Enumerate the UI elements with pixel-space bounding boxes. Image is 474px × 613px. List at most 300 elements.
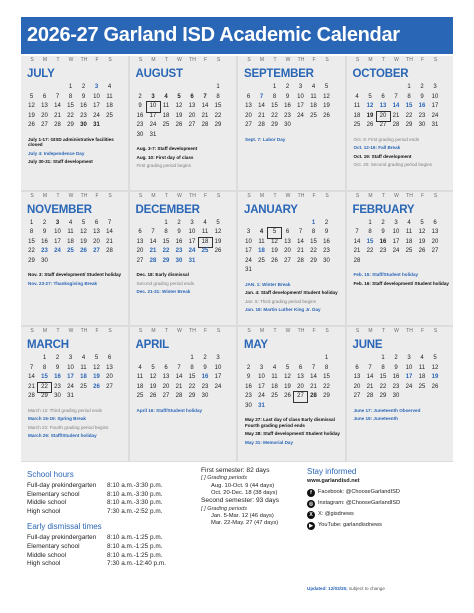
weekday-label: F xyxy=(203,57,208,63)
calendar-day: 4 xyxy=(68,219,73,226)
calendar-day: 20 xyxy=(41,112,48,119)
calendar-day: 3 xyxy=(407,355,411,361)
calendar-day: 27 xyxy=(431,248,439,254)
weekday-label: M xyxy=(151,57,156,63)
info-footer xyxy=(21,467,453,600)
weekday-label: TH xyxy=(189,192,196,199)
month-days xyxy=(347,83,454,131)
first-grading-label: Grading periods xyxy=(207,475,248,482)
calendar-day: 25 xyxy=(405,248,413,254)
calendar-day: 27 xyxy=(294,392,307,402)
calendar-day: 11 xyxy=(80,364,87,371)
month-october xyxy=(347,56,454,190)
calendar-day: 8 xyxy=(272,93,277,100)
school-hours-row xyxy=(27,482,207,491)
calendar-day: 20 xyxy=(188,112,196,119)
calendar-day: 3 xyxy=(151,93,155,100)
month-july xyxy=(21,56,128,190)
calendar-day: 7 xyxy=(107,219,112,226)
calendar-day: 6 xyxy=(355,364,359,371)
calendar-day: 12 xyxy=(366,103,374,109)
calendar-day: 25 xyxy=(310,112,317,119)
weekday-label: M xyxy=(259,57,265,63)
updated-note: Updated: 12/03/25; subject to change xyxy=(307,586,385,591)
calendar-day: 3 xyxy=(433,84,437,90)
calendar-day: 17 xyxy=(188,238,196,245)
calendar-day: 2 xyxy=(324,219,329,226)
calendar-day: 27 xyxy=(106,383,113,390)
hours-level: Full-day prekindergarten xyxy=(27,482,97,489)
calendar-day: 30 xyxy=(41,257,48,264)
calendar-day: 10 xyxy=(188,229,196,235)
calendar-day: 20 xyxy=(93,238,100,245)
calendar-day: 20 xyxy=(377,112,390,122)
calendar-day: 8 xyxy=(368,229,372,235)
social-link[interactable] xyxy=(307,487,453,498)
calendar-day: 25 xyxy=(67,248,74,254)
calendar-day: 24 xyxy=(258,393,265,399)
weekday-label: F xyxy=(95,57,99,63)
month-notes xyxy=(354,137,450,171)
calendar-day: 2 xyxy=(42,219,47,226)
weekday-header xyxy=(21,192,128,201)
calendar-day: 26 xyxy=(93,383,100,390)
calendar-day: 6 xyxy=(190,93,194,100)
calendar-day: 8 xyxy=(164,229,168,235)
calendar-day: 17 xyxy=(214,374,222,380)
calendar-day: 11 xyxy=(271,374,278,380)
calendar-day: 27 xyxy=(162,393,170,399)
weekday-header xyxy=(347,327,454,336)
calendar-day: 12 xyxy=(214,229,222,235)
calendar-day: 6 xyxy=(246,93,251,100)
x-icon: X xyxy=(307,511,315,519)
calendar-day: 4 xyxy=(259,229,264,235)
calendar-day: 13 xyxy=(188,103,196,109)
calendar-note: June 17: Juneteenth Observed xyxy=(353,407,421,413)
calendar-day: 29 xyxy=(271,122,278,128)
calendar-day: 16 xyxy=(245,383,252,390)
calendar-day: 7 xyxy=(311,364,316,371)
hours-time: 8:10 a.m.-3:30 p.m. xyxy=(107,490,163,498)
calendar-day: 27 xyxy=(93,248,100,254)
calendar-day: 23 xyxy=(41,248,48,254)
calendar-day: 9 xyxy=(246,374,251,380)
hours-time: 8:10 a.m.-3:30 p.m. xyxy=(107,482,163,489)
month-august xyxy=(130,56,237,190)
weekday-label: M xyxy=(368,57,373,63)
calendar-day: 21 xyxy=(175,383,183,390)
calendar-day: 30 xyxy=(201,393,209,399)
calendar-day: 15 xyxy=(405,103,413,109)
calendar-day: 22 xyxy=(214,112,222,119)
calendar-day: 7 xyxy=(298,229,303,235)
weekday-label: T xyxy=(381,328,386,334)
calendar-note: July 1-17: GISD administrative facilities closed xyxy=(28,136,114,148)
social-link[interactable] xyxy=(307,520,453,531)
calendar-day: 7 xyxy=(259,93,264,100)
weekday-label: F xyxy=(420,192,425,199)
weekday-label: S xyxy=(325,57,329,63)
month-march xyxy=(21,327,128,461)
hours-level: Middle school xyxy=(27,551,67,559)
calendar-day: 30 xyxy=(175,257,183,264)
calendar-day: 2 xyxy=(55,355,60,361)
calendar-day: 17 xyxy=(258,383,265,390)
hours-level: Middle school xyxy=(27,499,67,507)
month-notes xyxy=(137,272,233,298)
weekday-label: TH xyxy=(297,192,305,199)
early-dismissal-heading: Early dismissal times xyxy=(27,522,102,532)
calendar-day: 21 xyxy=(366,383,374,390)
calendar-day: 22 xyxy=(188,383,196,390)
calendar-day: 22 xyxy=(366,248,374,254)
calendar-note: Jan. 4: Staff development/ Student holiday xyxy=(245,290,338,296)
calendar-day: 26 xyxy=(431,383,439,390)
calendar-day: 17 xyxy=(297,103,304,109)
calendar-day: 16 xyxy=(284,103,291,109)
month-january xyxy=(238,192,345,326)
calendar-day: 14 xyxy=(258,103,265,109)
calendar-day: 3 xyxy=(394,219,398,226)
weekday-label: T xyxy=(164,192,169,199)
calendar-day: 26 xyxy=(366,122,374,128)
calendar-day: 10 xyxy=(67,364,74,371)
calendar-note: Sept. 7: Labor Day xyxy=(245,136,286,142)
calendar-day: 31 xyxy=(93,122,100,128)
calendar-day: 18 xyxy=(258,248,265,254)
calendar-day: 24 xyxy=(93,112,100,119)
calendar-note: Feb. 16: Staff development/ Student holiday xyxy=(353,280,449,286)
calendar-day: 10 xyxy=(297,93,304,100)
weekday-label: S xyxy=(355,328,360,334)
calendar-day: 22 xyxy=(38,383,51,393)
month-name: FEBRUARY xyxy=(352,203,415,216)
weekday-label: W xyxy=(394,57,399,63)
instagram-icon: ◎ xyxy=(308,500,314,507)
calendar-day: 4 xyxy=(311,84,316,90)
calendar-day: 24 xyxy=(405,383,413,390)
calendar-day: 3 xyxy=(55,219,60,226)
calendar-day: 25 xyxy=(136,393,144,399)
social-label: X: @gisdnews xyxy=(318,511,354,517)
calendar-day: 7 xyxy=(394,93,398,100)
weekday-label: S xyxy=(433,192,438,199)
calendar-day: 23 xyxy=(136,122,144,128)
calendar-day: 15 xyxy=(188,374,196,380)
hours-time: 8:10 a.m.-3:30 p.m. xyxy=(107,499,163,507)
calendar-day: 9 xyxy=(324,229,329,235)
weekday-label: W xyxy=(285,328,291,334)
calendar-day: 10 xyxy=(54,229,61,235)
weekday-label: T xyxy=(273,328,277,334)
calendar-day: 28 xyxy=(28,393,35,399)
hours-time: 8:10 a.m.-1:25 p.m. xyxy=(107,534,163,542)
weekday-label: T xyxy=(164,57,169,63)
calendar-day: 26 xyxy=(149,393,157,399)
month-may xyxy=(238,327,345,461)
calendar-day: 15 xyxy=(323,374,330,380)
calendar-day: 9 xyxy=(394,364,398,371)
semester-section: First semester: 82 days [ ] Grading periods Aug. 10-Oct. 9 (44 days) Oct. 20-Dec. 18 (38 days) Second semester: 93 days [ ] Grading periods Jan. 5-Mar. 12 (46 days) Mar. 22-May. 27 (47 days) xyxy=(201,467,311,528)
weekday-label: M xyxy=(368,192,373,199)
calendar-day: 11 xyxy=(201,229,209,235)
calendar-day: 10 xyxy=(258,374,265,380)
calendar-day: 9 xyxy=(203,364,207,371)
calendar-day: 2 xyxy=(138,93,142,100)
calendar-day: 17 xyxy=(149,112,157,119)
weekday-label: TH xyxy=(80,57,88,63)
calendar-day: 17 xyxy=(392,238,400,245)
calendar-day: 30 xyxy=(80,122,87,128)
calendar-day: 24 xyxy=(54,248,61,254)
calendar-day: 16 xyxy=(392,374,400,380)
calendar-note: July 30-31: Staff development xyxy=(28,159,93,165)
calendar-day: 5 xyxy=(420,219,424,226)
calendar-day: 29 xyxy=(162,257,170,264)
weekday-label: T xyxy=(273,192,277,199)
early-dismissal-row xyxy=(27,534,207,543)
weekday-label: S xyxy=(108,328,112,334)
weekday-label: S xyxy=(30,192,34,199)
month-days xyxy=(21,219,128,267)
weekday-label: S xyxy=(30,328,34,334)
weekday-label: F xyxy=(420,328,425,334)
calendar-day: 1 xyxy=(381,355,385,361)
calendar-day: 20 xyxy=(136,248,144,254)
calendar-note: Dec. 18: Early dismissal xyxy=(136,272,189,277)
calendar-day: 19 xyxy=(80,238,87,245)
calendar-day: 14 xyxy=(28,374,35,380)
calendar-day: 12 xyxy=(431,364,439,371)
calendar-day: 7 xyxy=(151,229,155,235)
hours-level: Elementary school xyxy=(27,542,80,550)
calendar-day: 29 xyxy=(41,393,48,399)
calendar-day: 15 xyxy=(366,238,374,245)
calendar-day: 27 xyxy=(41,122,48,128)
calendar-day: 11 xyxy=(162,103,170,109)
calendar-day: 18 xyxy=(199,238,212,248)
calendar-day: 24 xyxy=(245,257,252,264)
calendar-day: 18 xyxy=(310,103,317,109)
calendar-day: 14 xyxy=(310,374,317,380)
month-notes xyxy=(137,408,233,417)
calendar-day: 13 xyxy=(162,374,170,380)
weekday-label: TH xyxy=(189,328,196,334)
calendar-day: 20 xyxy=(245,112,252,119)
calendar-day: 3 xyxy=(298,84,303,90)
page-title: 2026-27 Garland ISD Academic Calendar xyxy=(21,17,453,54)
calendar-day: 31 xyxy=(188,257,196,264)
calendar-day: 10 xyxy=(214,364,222,371)
website-link[interactable]: www.garlandisd.net xyxy=(307,478,360,484)
calendar-day: 16 xyxy=(379,238,387,245)
second-semester-label: Second semester: 93 days xyxy=(201,497,280,505)
month-name: JANUARY xyxy=(244,203,298,216)
calendar-note: Oct. 19: Staff development xyxy=(353,153,412,159)
calendar-day: 15 xyxy=(310,238,317,245)
social-label: YouTube: garlandisdnews xyxy=(318,522,382,528)
weekday-label: M xyxy=(151,328,156,334)
calendar-day: 1 xyxy=(29,219,34,226)
social-link[interactable] xyxy=(307,509,453,520)
calendar-day: 18 xyxy=(405,238,413,245)
weekday-label: S xyxy=(108,57,112,63)
calendar-day: 12 xyxy=(80,229,87,235)
calendar-day: 15 xyxy=(67,103,74,109)
calendar-day: 1 xyxy=(368,219,372,226)
calendar-day: 4 xyxy=(272,364,277,371)
calendar-day: 26 xyxy=(323,112,330,119)
calendar-day: 19 xyxy=(284,383,291,390)
calendar-day: 28 xyxy=(366,393,374,399)
month-name: MAY xyxy=(244,339,268,351)
calendar-day: 25 xyxy=(271,393,278,399)
calendar-day: 26 xyxy=(284,393,291,399)
calendar-day: 28 xyxy=(297,257,304,264)
calendar-day: 6 xyxy=(164,364,168,371)
calendar-note: Nov. 23-27: Thanksgiving Break xyxy=(28,280,98,286)
calendar-day: 13 xyxy=(106,364,113,371)
calendar-day: 9 xyxy=(420,93,424,100)
calendar-day: 4 xyxy=(407,219,411,226)
social-link[interactable] xyxy=(307,498,453,509)
early-dismissal-row xyxy=(27,543,207,552)
weekday-label: S xyxy=(325,192,329,199)
calendar-day: 11 xyxy=(67,229,74,235)
calendar-day: 6 xyxy=(298,364,303,371)
weekday-label: TH xyxy=(297,328,305,334)
calendar-note: March 22: Fourth grading period begins xyxy=(28,424,109,430)
calendar-day: 12 xyxy=(418,229,426,235)
calendar-day: 25 xyxy=(162,122,170,128)
weekday-label: S xyxy=(216,328,221,334)
calendar-day: 10 xyxy=(405,364,413,371)
calendar-day: 8 xyxy=(190,364,194,371)
month-december xyxy=(130,192,237,326)
calendar-day: 12 xyxy=(149,374,157,380)
calendar-day: 26 xyxy=(418,248,426,254)
weekday-label: F xyxy=(312,192,316,199)
calendar-day: 24 xyxy=(67,383,74,390)
calendar-day: 17 xyxy=(245,248,252,254)
calendar-day: 5 xyxy=(151,364,155,371)
calendar-day: 22 xyxy=(323,383,330,390)
weekday-label: S xyxy=(433,328,438,334)
calendar-day: 27 xyxy=(136,257,144,264)
calendar-day: 7 xyxy=(203,93,207,100)
calendar-day: 5 xyxy=(433,355,437,361)
calendar-day: 11 xyxy=(310,93,317,100)
social-label: Facebook: @ChooseGarlandISD xyxy=(318,489,400,495)
calendar-note: Aug. 3-7: Staff development xyxy=(136,146,198,151)
calendar-day: 12 xyxy=(271,238,278,245)
calendar-day: 1 xyxy=(190,355,194,361)
calendar-day: 29 xyxy=(405,122,413,128)
calendar-day: 19 xyxy=(431,374,439,380)
calendar-day: 3 xyxy=(94,84,99,90)
month-notes xyxy=(137,146,233,172)
calendar-day: 4 xyxy=(355,93,359,100)
calendar-day: 29 xyxy=(214,122,222,128)
calendar-day: 26 xyxy=(214,248,222,254)
calendar-day: 2 xyxy=(203,355,207,361)
calendar-day: 16 xyxy=(323,238,330,245)
calendar-day: 8 xyxy=(311,229,316,235)
school-hours-heading: School hours xyxy=(27,470,74,479)
calendar-day: 11 xyxy=(418,364,426,371)
weekday-label: TH xyxy=(189,57,196,63)
calendar-day: 13 xyxy=(41,103,48,109)
weekday-label: M xyxy=(259,328,265,334)
calendar-note: Jan. 5: Third grading period begins xyxy=(245,298,316,304)
calendar-day: 17 xyxy=(405,374,413,380)
youtube-icon: ▶ xyxy=(307,522,315,530)
calendar-day: 1 xyxy=(164,219,168,226)
calendar-note: Aug. 10: First day of class xyxy=(136,154,194,160)
calendar-day: 23 xyxy=(284,112,291,119)
calendar-day: 30 xyxy=(418,122,426,128)
calendar-day: 18 xyxy=(80,374,87,380)
weekday-header xyxy=(238,327,345,336)
calendar-day: 23 xyxy=(323,248,330,254)
calendar-day: 22 xyxy=(162,248,170,254)
calendar-day: 21 xyxy=(392,112,400,119)
calendar-day: 30 xyxy=(392,393,400,399)
weekday-label: S xyxy=(325,328,329,334)
calendar-day: 18 xyxy=(353,112,361,119)
calendar-day: 31 xyxy=(258,402,265,409)
calendar-day: 20 xyxy=(431,238,439,245)
calendar-day: 13 xyxy=(353,374,361,380)
calendar-day: 2 xyxy=(81,84,86,90)
calendar-day: 22 xyxy=(67,112,74,119)
calendar-day: 27 xyxy=(245,122,252,128)
calendar-note: Second grading period ends xyxy=(136,280,194,286)
weekday-label: W xyxy=(394,192,399,199)
calendar-day: 1 xyxy=(42,355,47,361)
calendar-day: 6 xyxy=(42,93,47,100)
calendar-day: 19 xyxy=(149,383,157,390)
calendar-day: 15 xyxy=(271,103,278,109)
calendar-day: 4 xyxy=(138,364,142,371)
calendar-day: 30 xyxy=(54,393,61,399)
calendar-day: 18 xyxy=(106,103,113,109)
calendar-day: 20 xyxy=(162,383,170,390)
weekday-label: F xyxy=(203,328,208,334)
calendar-day: 25 xyxy=(353,122,361,128)
calendar-day: 4 xyxy=(420,355,424,361)
hours-time: 8:10 a.m.-1:25 p.m. xyxy=(107,551,163,559)
calendar-day: 17 xyxy=(54,238,61,245)
weekday-label: S xyxy=(138,192,143,199)
calendar-day: 24 xyxy=(214,383,222,390)
calendar-day: 8 xyxy=(29,229,34,235)
weekday-label: T xyxy=(381,57,386,63)
calendar-day: 21 xyxy=(28,383,35,390)
calendar-day: 19 xyxy=(214,238,222,245)
calendar-day: 19 xyxy=(366,112,374,119)
weekday-label: W xyxy=(68,57,74,63)
calendar-day: 2 xyxy=(246,364,251,371)
calendar-day: 23 xyxy=(379,248,387,254)
calendar-note: First grading period begins xyxy=(136,163,191,169)
calendar-day: 7 xyxy=(29,364,34,371)
calendar-day: 7 xyxy=(177,364,181,371)
weekday-label: W xyxy=(68,328,74,334)
calendar-day: 4 xyxy=(164,93,168,100)
calendar-day: 10 xyxy=(93,93,100,100)
